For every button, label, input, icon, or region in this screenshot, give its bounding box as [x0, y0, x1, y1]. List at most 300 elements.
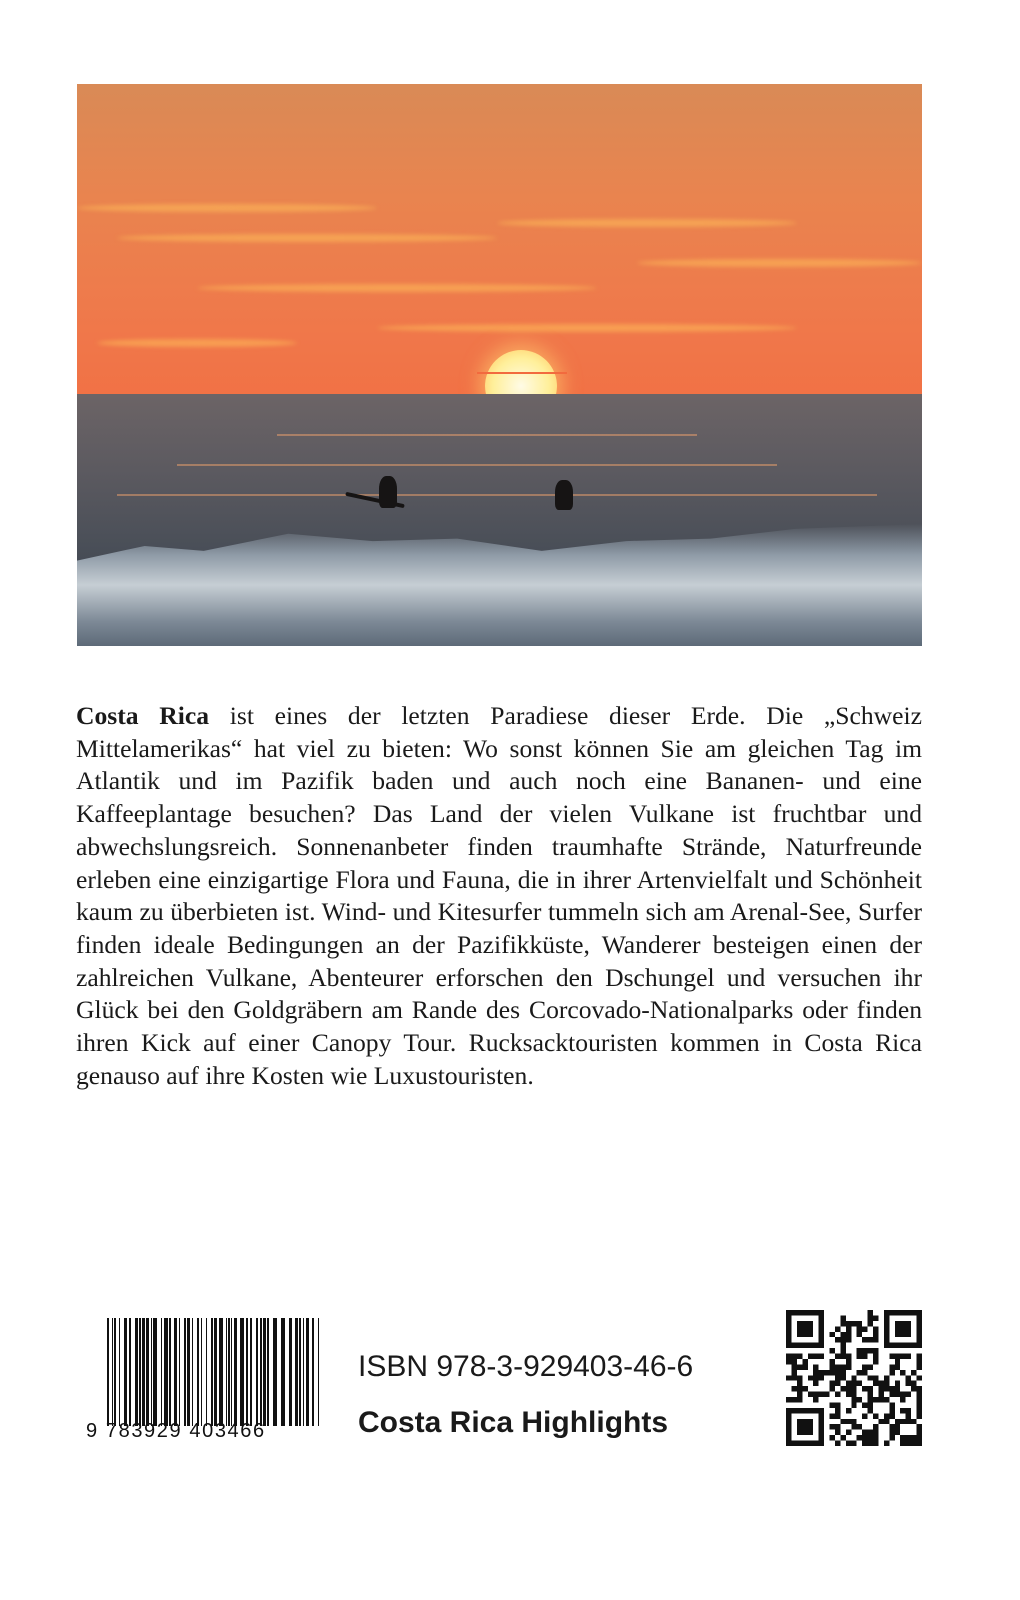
barcode-bar [187, 1318, 190, 1426]
qr-module [906, 1375, 911, 1380]
qr-module [819, 1424, 824, 1429]
qr-module [857, 1370, 862, 1375]
qr-module [889, 1370, 894, 1375]
qr-module [851, 1381, 856, 1386]
cover-photo [77, 84, 922, 646]
qr-module [911, 1343, 916, 1348]
qr-module [851, 1321, 856, 1326]
qr-module [900, 1435, 905, 1440]
qr-module [835, 1375, 840, 1380]
qr-module [819, 1337, 824, 1342]
blurb-text [76, 700, 922, 1092]
qr-module [862, 1364, 867, 1369]
qr-module [840, 1364, 845, 1369]
qr-module [786, 1413, 791, 1418]
barcode-bar [135, 1318, 138, 1426]
blurb-body: ist eines der letzten Paradiese dieser Erde. Die „Schweiz Mittelamerikas“ hat viel zu bieten: Wo sonst können Sie am gleichen Tag im Atlantik und im Pazifik baden und auch noch eine Bananen- und eine Kaffeeplantage besuchen? Das Land der vielen Vulkane ist fruchtbar und abwechslungsreich. Sonnenanbeter finden traumhafte Strände, Naturfreunde erleben eine einzigartige Flora und Fauna, die in ihrer Artenvielfalt und Schönheit kaum zu überbieten ist. Wind- und Kitesurfer tummeln sich am Arenal-See, Surfer finden ideale Bedingungen an der Pazifikküste, Wanderer besteigen einen der zahlreichen Vulkane, Abenteurer erforschen den Dschungel und versuchen ihr Glück bei den Goldgräbern am Rande des Corcovado-Nationalparks oder finden ihren Kick auf einer Canopy Tour. Rucksacktouristen kommen in Costa Rica genauso auf ihre Kosten wie Luxustouristen. [76, 701, 922, 1090]
qr-module [895, 1354, 900, 1359]
barcode-bar [124, 1318, 127, 1426]
qr-module [835, 1430, 840, 1435]
qr-module [895, 1364, 900, 1369]
qr-module [911, 1435, 916, 1440]
qr-module [906, 1326, 911, 1331]
qr-module [813, 1364, 818, 1369]
qr-module [862, 1337, 867, 1342]
qr-module [791, 1359, 796, 1364]
qr-module [917, 1354, 922, 1359]
qr-module [884, 1321, 889, 1326]
qr-module [917, 1343, 922, 1348]
barcode-bar [267, 1318, 269, 1426]
qr-module [917, 1430, 922, 1435]
qr-module [830, 1381, 835, 1386]
qr-module [900, 1310, 905, 1315]
qr-module [819, 1332, 824, 1337]
barcode-bar [312, 1318, 314, 1426]
barcode-bar [295, 1318, 298, 1426]
barcode-bar [169, 1318, 171, 1426]
qr-module [797, 1354, 802, 1359]
qr-module [857, 1381, 862, 1386]
qr-module [797, 1392, 802, 1397]
qr-module [786, 1397, 791, 1402]
qr-module [840, 1315, 845, 1320]
barcode-bar [318, 1318, 319, 1426]
qr-module [889, 1354, 894, 1359]
qr-module [846, 1364, 851, 1369]
qr-module [835, 1326, 840, 1331]
qr-module [868, 1392, 873, 1397]
surfer [555, 480, 573, 510]
qr-module [797, 1375, 802, 1380]
qr-module [791, 1354, 796, 1359]
qr-module [786, 1375, 791, 1380]
barcode-bar [240, 1318, 244, 1426]
qr-module [851, 1375, 856, 1380]
qr-module [889, 1408, 894, 1413]
qr-module [873, 1315, 878, 1320]
qr-module [846, 1441, 851, 1446]
qr-module [906, 1408, 911, 1413]
qr-module [830, 1402, 835, 1407]
barcode-bar [146, 1318, 149, 1426]
qr-module [868, 1397, 873, 1402]
barcode-bar [179, 1318, 180, 1426]
qr-module [791, 1370, 796, 1375]
qr-module [917, 1359, 922, 1364]
qr-module [900, 1392, 905, 1397]
qr-module [786, 1424, 791, 1429]
qr-module [873, 1441, 878, 1446]
qr-module [895, 1430, 900, 1435]
qr-module [873, 1375, 878, 1380]
barcode-bar [112, 1318, 113, 1426]
qr-module [889, 1392, 894, 1397]
qr-module [786, 1408, 791, 1413]
qr-module [851, 1386, 856, 1391]
qr-module [813, 1343, 818, 1348]
qr-module [808, 1392, 813, 1397]
qr-module [873, 1326, 878, 1331]
qr-module [873, 1359, 878, 1364]
qr-module [911, 1386, 916, 1391]
qr-module [900, 1441, 905, 1446]
qr-module [857, 1348, 862, 1353]
qr-module [846, 1337, 851, 1342]
qr-module [906, 1441, 911, 1446]
qr-module [830, 1435, 835, 1440]
barcode-bar [153, 1318, 157, 1426]
qr-module [819, 1326, 824, 1331]
qr-module [797, 1408, 802, 1413]
barcode-bar [206, 1318, 207, 1426]
qr-module [819, 1435, 824, 1440]
qr-module [791, 1397, 796, 1402]
qr-module [917, 1364, 922, 1369]
qr-module [808, 1408, 813, 1413]
qr-module [862, 1370, 867, 1375]
qr-module [830, 1359, 835, 1364]
barcode-bar [226, 1318, 227, 1426]
qr-module [884, 1441, 889, 1446]
qr-module [813, 1381, 818, 1386]
qr-module [895, 1386, 900, 1391]
qr-module [797, 1397, 802, 1402]
barcode-bar [164, 1318, 168, 1426]
qr-module [797, 1310, 802, 1315]
qr-module [830, 1364, 835, 1369]
qr-module [917, 1397, 922, 1402]
qr-module [802, 1408, 807, 1413]
qr-module [840, 1343, 845, 1348]
qr-module [857, 1332, 862, 1337]
qr-module [878, 1381, 883, 1386]
qr-module [830, 1424, 835, 1429]
qr-module [819, 1419, 824, 1424]
qr-module [868, 1441, 873, 1446]
qr-module [917, 1402, 922, 1407]
barcode-bar [197, 1318, 199, 1426]
barcode-bar [306, 1318, 309, 1426]
qr-module [813, 1397, 818, 1402]
qr-module [862, 1435, 867, 1440]
qr-module [895, 1332, 900, 1337]
qr-module [868, 1386, 873, 1391]
qr-module [786, 1315, 791, 1320]
qr-module [878, 1392, 883, 1397]
qr-module [884, 1337, 889, 1342]
qr-module [786, 1419, 791, 1424]
qr-module [868, 1435, 873, 1440]
qr-module [906, 1392, 911, 1397]
qr-module [911, 1370, 916, 1375]
barcode-bar [174, 1318, 177, 1426]
qr-module [851, 1441, 856, 1446]
qr-module [846, 1354, 851, 1359]
qr-module [868, 1430, 873, 1435]
qr-module [862, 1326, 867, 1331]
qr-module [917, 1386, 922, 1391]
qr-module [813, 1408, 818, 1413]
barcode-bar [289, 1318, 292, 1426]
qr-module [884, 1413, 889, 1418]
qr-module [911, 1381, 916, 1386]
qr-module [808, 1424, 813, 1429]
qr-module [846, 1321, 851, 1326]
qr-module [830, 1332, 835, 1337]
qr-module [840, 1332, 845, 1337]
qr-module [900, 1419, 905, 1424]
qr-module [797, 1381, 802, 1386]
barcode-bar [299, 1318, 301, 1426]
qr-module [786, 1359, 791, 1364]
qr-module [917, 1441, 922, 1446]
qr-module [917, 1321, 922, 1326]
qr-module [791, 1408, 796, 1413]
book-title: Costa Rica Highlights [358, 1406, 669, 1439]
qr-module [862, 1354, 867, 1359]
qr-module [830, 1413, 835, 1418]
barcode-bar [250, 1318, 252, 1426]
qr-module [846, 1332, 851, 1337]
barcode-bar [107, 1318, 109, 1426]
qr-module [906, 1343, 911, 1348]
qr-module [884, 1381, 889, 1386]
qr-module [868, 1364, 873, 1369]
qr-module [819, 1413, 824, 1418]
qr-module [895, 1326, 900, 1331]
qr-module [911, 1310, 916, 1315]
qr-module [878, 1419, 883, 1424]
qr-module [813, 1392, 818, 1397]
qr-module [791, 1375, 796, 1380]
qr-module [846, 1381, 851, 1386]
qr-module [835, 1424, 840, 1429]
qr-module [900, 1397, 905, 1402]
qr-module [786, 1310, 791, 1315]
qr-module [813, 1441, 818, 1446]
qr-module [791, 1364, 796, 1369]
qr-module [835, 1402, 840, 1407]
qr-module [889, 1386, 894, 1391]
qr-module [895, 1321, 900, 1326]
qr-module [824, 1392, 829, 1397]
qr-module [857, 1354, 862, 1359]
qr-module [884, 1315, 889, 1320]
qr-module [786, 1337, 791, 1342]
qr-module [797, 1430, 802, 1435]
qr-module [900, 1332, 905, 1337]
qr-module [786, 1326, 791, 1331]
qr-module [808, 1375, 813, 1380]
barcode-bar [256, 1318, 258, 1426]
qr-module [802, 1424, 807, 1429]
qr-module [911, 1419, 916, 1424]
qr-module [808, 1321, 813, 1326]
barcode-bar [214, 1318, 217, 1426]
qr-module [819, 1375, 824, 1380]
qr-module [813, 1310, 818, 1315]
qr-module [797, 1321, 802, 1326]
qr-module [808, 1343, 813, 1348]
qr-module [878, 1386, 883, 1391]
barcode-bar [234, 1318, 237, 1426]
qr-module [917, 1435, 922, 1440]
qr-module [895, 1424, 900, 1429]
qr-module [835, 1381, 840, 1386]
qr-module [846, 1359, 851, 1364]
qr-module [868, 1337, 873, 1342]
qr-module [873, 1337, 878, 1342]
qr-module [889, 1402, 894, 1407]
qr-module [851, 1424, 856, 1429]
qr-module [813, 1354, 818, 1359]
barcode-bar [303, 1318, 304, 1426]
qr-module [846, 1419, 851, 1424]
qr-module [819, 1343, 824, 1348]
barcode-bar [281, 1318, 285, 1426]
qr-module [819, 1310, 824, 1315]
qr-module [906, 1332, 911, 1337]
qr-module [846, 1392, 851, 1397]
qr-module [835, 1413, 840, 1418]
qr-module [917, 1315, 922, 1320]
qr-module [917, 1332, 922, 1337]
qr-module [889, 1343, 894, 1348]
barcode-bar [161, 1318, 162, 1426]
barcode-bar [231, 1318, 232, 1426]
qr-module [862, 1430, 867, 1435]
qr-module [840, 1348, 845, 1353]
qr-module [906, 1381, 911, 1386]
qr-module [808, 1441, 813, 1446]
qr-module [889, 1310, 894, 1315]
qr-module [830, 1386, 835, 1391]
qr-module [862, 1441, 867, 1446]
qr-module [873, 1413, 878, 1418]
qr-module [786, 1321, 791, 1326]
qr-module [802, 1343, 807, 1348]
qr-module [868, 1310, 873, 1315]
qr-module [846, 1408, 851, 1413]
qr-module [917, 1392, 922, 1397]
qr-module [906, 1321, 911, 1326]
qr-module [802, 1441, 807, 1446]
qr-module [889, 1430, 894, 1435]
qr-module [857, 1321, 862, 1326]
qr-module [791, 1386, 796, 1391]
qr-module [840, 1375, 845, 1380]
qr-module [906, 1419, 911, 1424]
qr-module [802, 1359, 807, 1364]
qr-module [808, 1332, 813, 1337]
qr-module [884, 1326, 889, 1331]
qr-module [917, 1337, 922, 1342]
barcode-bar [228, 1318, 230, 1426]
qr-module [786, 1343, 791, 1348]
qr-module [802, 1430, 807, 1435]
qr-module [895, 1381, 900, 1386]
barcode-bar [192, 1318, 193, 1426]
qr-module [835, 1337, 840, 1342]
qr-module [895, 1343, 900, 1348]
qr-module [900, 1354, 905, 1359]
qr-module [819, 1370, 824, 1375]
barcode-bar [129, 1318, 131, 1426]
qr-module [824, 1370, 829, 1375]
qr-module [835, 1408, 840, 1413]
barcode-bar [260, 1318, 262, 1426]
qr-module [802, 1326, 807, 1331]
qr-module [884, 1386, 889, 1391]
barcode-bar [184, 1318, 186, 1426]
qr-module [846, 1326, 851, 1331]
qr-module [846, 1386, 851, 1391]
qr-module [873, 1424, 878, 1429]
qr-module [900, 1326, 905, 1331]
qr-module [917, 1424, 922, 1429]
qr-module [802, 1419, 807, 1424]
qr-module [797, 1441, 802, 1446]
qr-module [873, 1430, 878, 1435]
qr-module [851, 1397, 856, 1402]
qr-module [917, 1408, 922, 1413]
qr-module [873, 1348, 878, 1353]
qr-module [851, 1419, 856, 1424]
qr-module [889, 1413, 894, 1418]
qr-module [786, 1354, 791, 1359]
qr-module [819, 1392, 824, 1397]
barcode-bar [201, 1318, 202, 1426]
qr-module [862, 1386, 867, 1391]
qr-module [917, 1310, 922, 1315]
qr-module [797, 1326, 802, 1331]
qr-module [868, 1321, 873, 1326]
qr-module [840, 1354, 845, 1359]
qr-module [819, 1321, 824, 1326]
qr-module [835, 1370, 840, 1375]
qr-module [895, 1392, 900, 1397]
qr-module [819, 1315, 824, 1320]
barcode-digits: 9 783929 403466 [86, 1420, 266, 1442]
qr-module [808, 1419, 813, 1424]
qr-module [819, 1441, 824, 1446]
isbn: ISBN 978-3-929403-46-6 [358, 1350, 694, 1383]
qr-module [895, 1419, 900, 1424]
qr-module [873, 1435, 878, 1440]
qr-module [802, 1321, 807, 1326]
qr-module [900, 1408, 905, 1413]
qr-module [868, 1408, 873, 1413]
qr-module [884, 1397, 889, 1402]
qr-module [917, 1413, 922, 1418]
qr-module [895, 1310, 900, 1315]
qr-module [851, 1402, 856, 1407]
qr-module [917, 1326, 922, 1331]
qr-module [884, 1375, 889, 1380]
barcode-bar [114, 1318, 116, 1426]
qr-module [906, 1354, 911, 1359]
qr-module [835, 1364, 840, 1369]
qr-module [819, 1408, 824, 1413]
qr-module [840, 1386, 845, 1391]
qr-module [802, 1386, 807, 1391]
qr-module [802, 1364, 807, 1369]
qr-module [900, 1343, 905, 1348]
qr-module [884, 1310, 889, 1315]
qr-module [786, 1430, 791, 1435]
qr-module [873, 1381, 878, 1386]
